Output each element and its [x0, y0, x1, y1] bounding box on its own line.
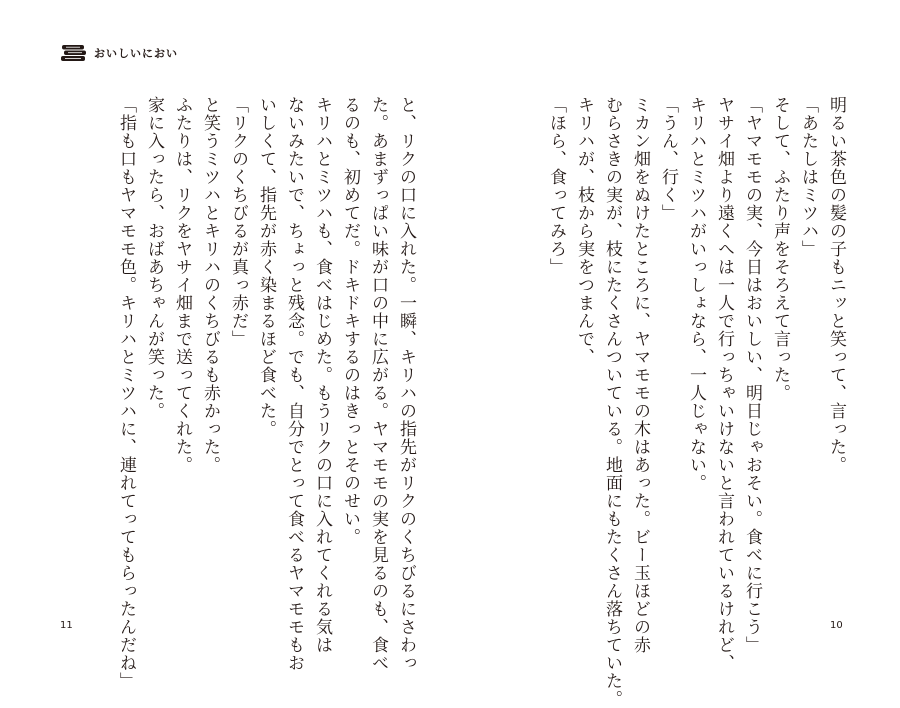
text-line: ふたりは、リクをヤサイ畑まで送ってくれた。	[172, 96, 192, 474]
series-title: おいしいにおい	[94, 47, 178, 60]
text-line: るのも、初めてだ。ドキドキするのはきっとそのせい。	[340, 96, 360, 546]
text-line: 「うん、行く」	[658, 96, 678, 222]
stacked-books-icon	[60, 44, 88, 62]
running-header	[60, 44, 178, 62]
text-line: 家に入ったら、おばあちゃんが笑った。	[144, 96, 164, 420]
text-line: 明るい茶色の髪の子もニッと笑って、言った。	[826, 96, 846, 474]
text-line: ミカン畑をぬけたところに、ヤマモモの木はあった。ビー玉ほどの赤	[630, 96, 650, 654]
left-page-text	[112, 96, 420, 690]
text-line: た。あまずっぱい味が口の中に広がる。ヤマモモの実を見るのも、食べ	[368, 96, 388, 672]
text-line: キリハとミツハも、食べはじめた。もうリクの口に入れてくれる気は	[312, 96, 332, 654]
text-line: いしくて、指先が赤く染まるほど食べた。	[256, 96, 276, 438]
text-line: キリハとミツハがいっしょなら、一人じゃない。	[686, 96, 706, 492]
text-line: 「あたしはミツハ」	[798, 96, 818, 258]
text-line: ないみたいで、ちょっと残念。でも、自分でとって食べるヤマモモもお	[284, 96, 304, 672]
text-line: 「指も口もヤマモモ色。キリハとミツハに、連れてってもらったんだね」	[116, 96, 136, 690]
text-line: ヤサイ畑より遠くへは一人で行っちゃいけないと言われているけれど、	[714, 96, 734, 672]
text-line: 「ヤマモモの実、今日はおいしい、明日じゃおそい。食べに行こう」	[742, 96, 762, 654]
text-line: 「ほら、食ってみろ」	[546, 96, 566, 276]
text-line: と笑うミツハとキリハのくちびるも赤かった。	[200, 96, 220, 474]
page-number-left: 11	[60, 620, 73, 631]
text-line: 「リクのくちびるが真っ赤だ」	[228, 96, 248, 348]
page-number-right: 10	[830, 620, 843, 631]
text-line: むらさきの実が、枝にたくさんついている。地面にもたくさん落ちていた。	[602, 96, 622, 708]
text-line: キリハが、枝から実をつまんで、	[574, 96, 594, 366]
text-line: そして、ふたり声をそろえて言った。	[770, 96, 790, 402]
text-line: と、リクの口に入れた。一瞬、キリハの指先がリクのくちびるにさわっ	[396, 96, 416, 672]
